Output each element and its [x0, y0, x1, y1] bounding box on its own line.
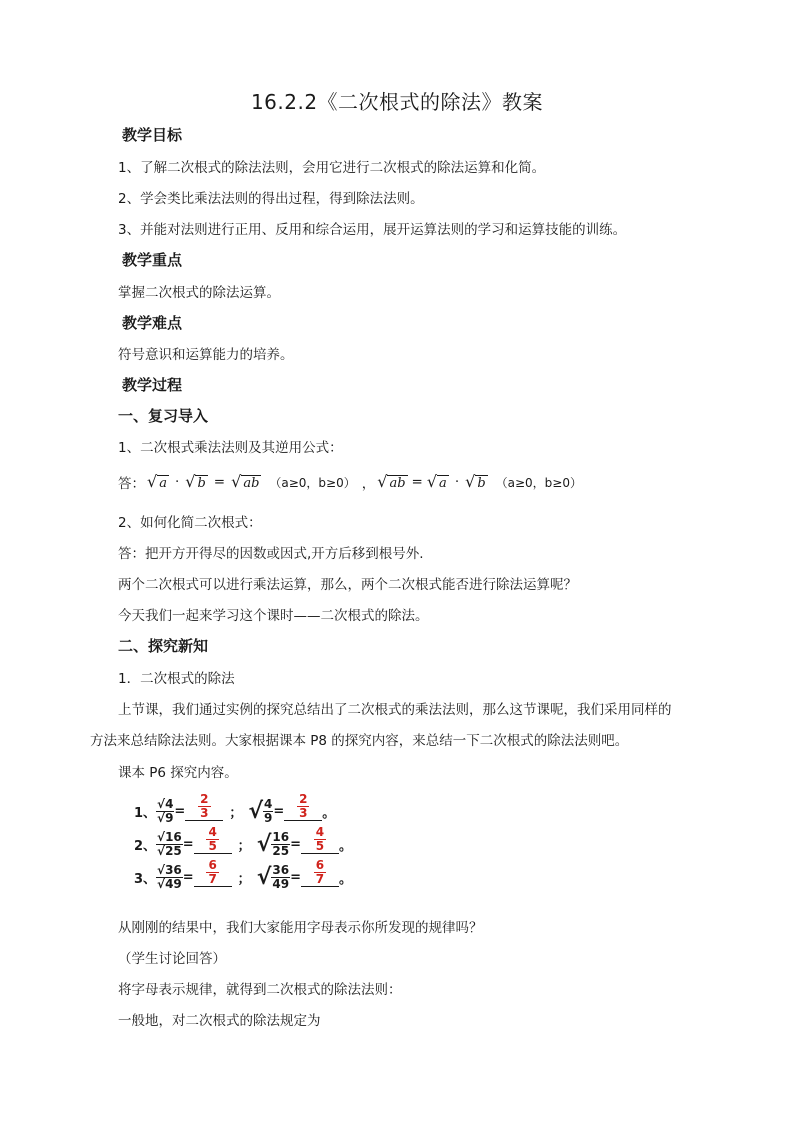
key-text: 掌握二次根式的除法运算。: [118, 285, 280, 301]
answer-blank: $\frac{6}{7}$: [194, 859, 232, 887]
sqrt-ab-2: √ ab: [377, 471, 406, 491]
transition-1: 两个二次根式可以进行乘法运算，那么，两个二次根式能否进行除法运算呢？: [118, 577, 577, 593]
sqrt-fraction-left: $\frac{√16}{√25}$: [157, 830, 182, 858]
paragraph-2: 方法来总结除法法则。大家根据课本 P8 的探究内容，来总结一下二次根式的除法法则吧。: [90, 733, 629, 749]
answer-2: 答：把开方开得尽的因数或因式,开方后移到根号外.: [118, 546, 424, 562]
dot-symbol: ·: [174, 474, 180, 490]
sqrt-fraction-left: $\frac{√4}{√9}$: [157, 797, 174, 825]
equals-symbol-2: =: [411, 474, 423, 490]
question-1: 1、二次根式乘法法则及其逆用公式：: [118, 440, 343, 456]
subsection-1: 1．二次根式的除法: [118, 671, 235, 687]
transition-2: 今天我们一起来学习这个课时——二次根式的除法。: [118, 608, 429, 624]
difficulty-heading: 教学难点: [122, 314, 183, 332]
example-index: 2、: [134, 839, 157, 854]
process-heading: 教学过程: [122, 376, 183, 394]
answer-blank: $\frac{4}{5}$: [194, 826, 232, 854]
sqrt-ab: √ ab: [231, 471, 260, 491]
textbook-ref: 课本 P6 探究内容。: [118, 765, 238, 781]
example-index: 1、: [134, 806, 157, 821]
example-row: 2、 $\frac{√16}{√25}$ = $\frac{4}{5}$ ； √ $\frac{16}{25}$ = $\frac{4}{5}$ 。: [134, 824, 352, 858]
sqrt-b: √ b: [185, 471, 206, 491]
rule-intro: 将字母表示规律，就得到二次根式的除法法则：: [118, 982, 402, 998]
goal-3: 3、并能对法则进行正用、反用和综合运用，展开运算法则的学习和运算技能的训练。: [118, 222, 627, 238]
sqrt-fraction-right: √ $\frac{4}{9}$: [248, 797, 273, 825]
part1-heading: 一、复习导入: [118, 407, 209, 425]
discussion-note: （学生讨论回答）: [118, 951, 226, 967]
answer-blank: $\frac{6}{7}$: [301, 859, 339, 887]
sqrt-a-2: √ a: [426, 471, 447, 491]
sqrt-a: √ a: [147, 471, 167, 491]
answer-blank: $\frac{4}{5}$: [301, 826, 339, 854]
answer-prefix: 答：: [118, 476, 145, 492]
example-index: 3、: [134, 872, 157, 887]
answer-blank: $\frac{2}{3}$: [185, 793, 223, 821]
sqrt-fraction-right: √ $\frac{36}{49}$: [256, 863, 290, 891]
condition: （a≥0，b≥0）: [269, 475, 356, 490]
equals-symbol: =: [213, 474, 226, 490]
goals-heading: 教学目标: [122, 126, 183, 144]
key-heading: 教学重点: [122, 251, 183, 269]
multiplication-formula: [118, 472, 588, 492]
general-rule: 一般地，对二次根式的除法规定为: [118, 1013, 321, 1029]
paragraph-1: 上节课，我们通过实例的探究总结出了二次根式的乘法法则，那么这节课呢，我们采用同样的: [118, 702, 672, 718]
part2-heading: 二、探究新知: [118, 637, 209, 655]
goal-1: 1、了解二次根式的除法法则，会用它进行二次根式的除法运算和化简。: [118, 160, 546, 176]
separator: ，: [361, 476, 376, 492]
sqrt-b-2: √ b: [465, 471, 486, 491]
difficulty-text: 符号意识和运算能力的培养。: [118, 347, 294, 363]
example-row: 1、 $\frac{√4}{√9}$ = $\frac{2}{3}$ ； √ $\frac{4}{9}$ = $\frac{2}{3}$ 。: [134, 791, 336, 825]
condition-2: （a≥0，b≥0）: [495, 475, 582, 490]
goal-2: 2、学会类比乘法法则的得出过程，得到除法法则。: [118, 191, 424, 207]
sqrt-fraction-left: $\frac{√36}{√49}$: [157, 863, 182, 891]
question-2: 2、如何化简二次根式：: [118, 515, 262, 531]
dot-symbol-2: ·: [454, 474, 460, 490]
pattern-question: 从刚刚的结果中，我们大家能用字母表示你所发现的规律吗？: [118, 920, 483, 936]
example-row: 3、 $\frac{√36}{√49}$ = $\frac{6}{7}$ ； √ $\frac{36}{49}$ = $\frac{6}{7}$ 。: [134, 857, 352, 891]
sqrt-fraction-right: √ $\frac{16}{25}$: [256, 830, 290, 858]
page-title: 16.2.2《二次根式的除法》教案: [250, 90, 544, 114]
answer-blank: $\frac{2}{3}$: [284, 793, 322, 821]
